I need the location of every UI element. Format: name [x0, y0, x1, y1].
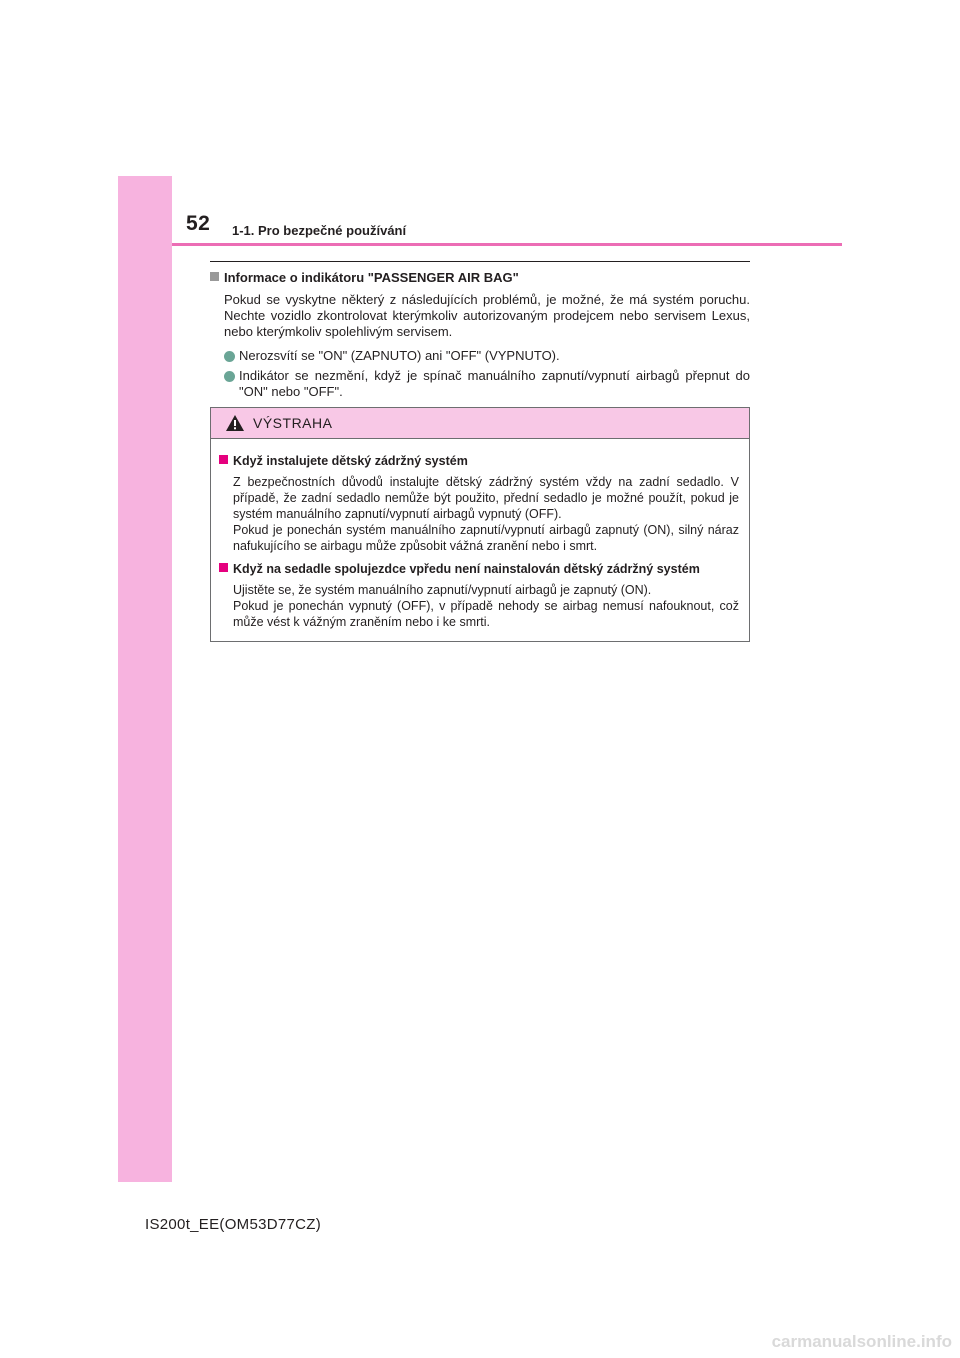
- warning-title: VÝSTRAHA: [253, 415, 333, 431]
- warning-item-heading-text: Když na sedadle spolujezdce vpředu není nainstalován dětský zádržný systém: [233, 562, 700, 576]
- list-item: [224, 368, 750, 400]
- info-bullet-list: [210, 348, 750, 400]
- list-item-text: Nerozsvítí se "ON" (ZAPNUTO) ani "OFF" (VYPNUTO).: [239, 348, 560, 363]
- page-number: 52: [186, 212, 211, 235]
- square-bullet-icon: [219, 563, 228, 572]
- warning-paragraph: Pokud je ponechán vypnutý (OFF), v případě nehody se airbag nemusí nafouknout, což může vést k vážným zraněním nebo i ke smrti.: [233, 599, 739, 629]
- header-rule: [172, 243, 842, 246]
- warning-box: [210, 407, 750, 642]
- content-top-rule: [210, 261, 750, 262]
- info-heading-text: Informace o indikátoru "PASSENGER AIR BAG": [224, 270, 519, 285]
- info-section: [210, 270, 750, 404]
- warning-paragraph: Pokud je ponechán systém manuálního zapnutí/vypnutí airbagů zapnutý (ON), silný náraz nafukujícího se airbagu může způsobit vážná zranění nebo i smrt.: [233, 523, 739, 553]
- side-tab-bar: [118, 176, 172, 1182]
- info-intro: Pokud se vyskytne některý z následujících problémů, je možné, že má systém poruchu. Nechte vozidlo zkontrolovat kterýmkoliv autorizovaným prodejcem nebo servisem Lexus, nebo kterýmkoliv spolehlivým servisem.: [224, 292, 750, 339]
- list-item-text: Indikátor se nezmění, když je spínač manuálního zapnutí/vypnutí airbagů přepnut do "ON" nebo "OFF".: [239, 368, 750, 399]
- document-code: IS200t_EE(OM53D77CZ): [145, 1216, 322, 1233]
- watermark: carmanualsonline.info: [771, 1332, 952, 1351]
- square-bullet-icon: [210, 272, 219, 281]
- warning-item-heading-text: Když instalujete dětský zádržný systém: [233, 454, 468, 468]
- list-item: [224, 348, 750, 364]
- square-bullet-icon: [219, 455, 228, 464]
- section-title: 1-1. Pro bezpečné používání: [232, 223, 407, 238]
- warning-item-heading: [219, 453, 741, 469]
- info-heading: [210, 270, 750, 286]
- warning-paragraph: Ujistěte se, že systém manuálního zapnutí/vypnutí airbagů je zapnutý (ON).: [233, 583, 652, 597]
- warning-item-heading: [219, 561, 741, 577]
- warning-triangle-icon: [225, 414, 245, 432]
- warning-header: [211, 408, 749, 439]
- warning-content: [211, 439, 749, 630]
- warning-paragraph: Z bezpečnostních důvodů instalujte dětský zádržný systém vždy na zadní sedadlo. V případě, že zadní sedadlo nemůže být použito, přední sedadlo je možné použít, pokud je systém manuálního zapnutí/vypnutí airbagů vypnutý (OFF).: [233, 475, 739, 521]
- warning-item-text: [233, 582, 739, 630]
- circle-bullet-icon: [224, 351, 235, 362]
- circle-bullet-icon: [224, 371, 235, 382]
- warning-item-text: [233, 474, 739, 554]
